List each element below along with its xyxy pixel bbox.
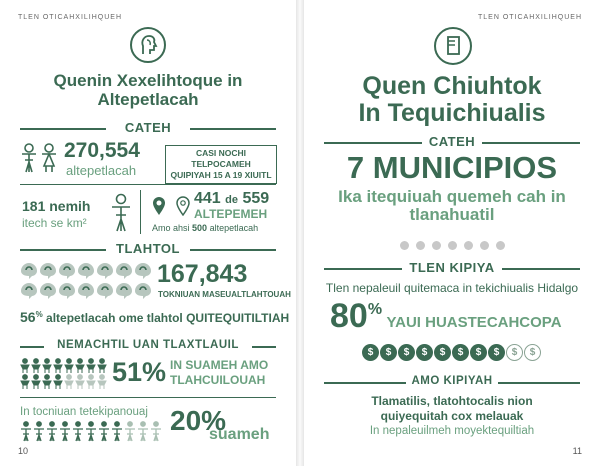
left-page — [0, 0, 296, 466]
kipiya-word: YAUI HUASTECAHCOPA — [386, 314, 562, 331]
right-title-line1: Quen Chiuhtok — [362, 72, 542, 100]
page-number-right: 11 — [572, 446, 582, 456]
localities-de: de — [225, 194, 238, 206]
divider — [20, 184, 276, 185]
localities-word: ALTEPEMEH — [194, 207, 268, 221]
section-heading-amo: AMO KIPIYAH — [411, 375, 493, 387]
speech-bubbles-icon — [20, 262, 154, 302]
divider — [498, 382, 580, 384]
amo-line2: quiyequitah cox melauak — [380, 409, 524, 423]
running-head-left: TLEN OTICAHXILIHQUEH — [18, 14, 123, 21]
coin-row — [304, 342, 600, 361]
women-figures-icon — [20, 358, 110, 390]
right-page — [304, 0, 600, 466]
workers-text: In tocniuan tetekipanouaj — [20, 406, 148, 418]
bilingual-stat — [20, 309, 289, 325]
dollar-coin-icon: $ — [524, 344, 541, 361]
localities-count — [194, 190, 269, 208]
section-heading-cateh: CATEH — [124, 120, 172, 135]
localities-total: 559 — [242, 190, 270, 207]
localities-num: 441 — [194, 190, 221, 207]
kipiya-text: Tlen nepaleuil quitemaca in tekichiualis Hidalgo — [325, 281, 579, 295]
dot — [416, 241, 425, 250]
divider — [324, 142, 422, 144]
speakers-value: 167,843 — [157, 260, 248, 288]
dollar-coin-icon: $ — [488, 344, 505, 361]
population-value: 270,554 — [64, 139, 140, 162]
localities-note-num: 500 — [192, 223, 208, 233]
section-heading-kipiya: TLEN KIPIYA — [409, 260, 495, 275]
bilingual-pct: 56 — [20, 309, 36, 325]
amo-line1: Tlamatilis, tlatohtocalis nion — [371, 394, 533, 408]
divider — [20, 397, 276, 398]
illiteracy-text — [170, 358, 268, 388]
page-number-left: 10 — [18, 446, 29, 456]
dot — [432, 241, 441, 250]
dollar-coin-icon: $ — [362, 344, 379, 361]
running-head-right: TLEN OTICAHXILIHQUEH — [477, 14, 582, 21]
localities-note-pre: Amo ahsi — [152, 223, 190, 233]
location-pin-icon — [152, 196, 166, 216]
dollar-coin-icon: $ — [506, 344, 523, 361]
divider — [20, 128, 106, 130]
divider — [252, 346, 276, 348]
location-pin-icon — [176, 196, 190, 216]
divider — [20, 346, 44, 348]
population-label: altepetlacah — [66, 163, 137, 178]
municipalities-subtitle — [304, 188, 600, 224]
illiteracy-line1: IN SUAMEH AMO — [170, 358, 269, 372]
divider — [324, 268, 402, 270]
youth-info-box — [165, 145, 277, 184]
municipalities-subtitle-line2: tlanahuatil — [409, 205, 495, 224]
left-title-line2: Altepetlacah — [97, 90, 199, 109]
head-profile-icon — [130, 27, 166, 63]
youth-box-line1: CASI NOCHI TELPOCAMEH — [191, 148, 251, 169]
person-icon — [110, 193, 132, 233]
density-value: 181 nemih — [22, 198, 91, 214]
bilingual-pct-sign: % — [35, 310, 43, 319]
dot-row — [304, 237, 600, 255]
right-title-line2: In Tequichiualis — [358, 99, 546, 127]
localities-note-post: altepetlacah — [209, 223, 259, 233]
divider — [502, 268, 580, 270]
bilingual-text: altepetlacah ome tlahtol QUITEQUITILTIAH — [46, 311, 290, 325]
illiteracy-pct: 51% — [112, 357, 167, 387]
divider — [140, 190, 141, 234]
section-heading-cateh: CATEH — [428, 134, 476, 149]
dot — [448, 241, 457, 250]
workers-word: suameh — [209, 426, 270, 443]
dollar-coin-icon: $ — [416, 344, 433, 361]
section-heading-nemachtil: NEMACHTIL UAN TLAXTLAUIL — [57, 339, 239, 351]
dollar-coin-icon: $ — [452, 344, 469, 361]
couple-icon — [18, 142, 62, 174]
divider — [190, 128, 276, 130]
dot — [496, 241, 505, 250]
density-label: itech se km² — [22, 216, 87, 230]
divider — [20, 249, 106, 251]
dollar-coin-icon: $ — [398, 344, 415, 361]
youth-box-line2: QUIPIYAH 15 A 19 XIUITL — [170, 170, 272, 180]
divider — [324, 382, 406, 384]
divider — [190, 249, 276, 251]
document-icon — [434, 27, 472, 65]
kipiya-stat — [330, 297, 562, 336]
dollar-coin-icon: $ — [380, 344, 397, 361]
dollar-coin-icon: $ — [470, 344, 487, 361]
dot — [480, 241, 489, 250]
dot — [464, 241, 473, 250]
left-title-line1: Quenin Xexelihtoque in — [53, 71, 243, 90]
section-heading-tlahtol: TLAHTOL — [116, 241, 180, 256]
right-title — [304, 73, 600, 127]
workers-pct: 20% — [170, 405, 227, 436]
kipiya-pct: 80 — [330, 297, 368, 335]
speakers-label: TOKNIUAN MASEUALTLAHTOUAH — [158, 290, 291, 299]
page-gutter — [296, 0, 304, 466]
localities-note — [152, 223, 258, 233]
left-title — [0, 71, 296, 109]
workers-figures-icon — [20, 421, 166, 443]
divider — [482, 142, 580, 144]
amo-text — [304, 394, 600, 424]
kipiya-pct-sign: % — [367, 301, 383, 318]
dot — [400, 241, 409, 250]
dollar-coin-icon: $ — [434, 344, 451, 361]
illiteracy-line2: TLAHCUILOUAH — [170, 373, 266, 387]
municipalities-count: 7 MUNICIPIOS — [346, 150, 558, 185]
municipalities-subtitle-line1: Ika itequiuah quemeh cah in — [338, 187, 566, 206]
amo-line3: In nepaleuilmeh moyektequiltiah — [369, 425, 535, 437]
